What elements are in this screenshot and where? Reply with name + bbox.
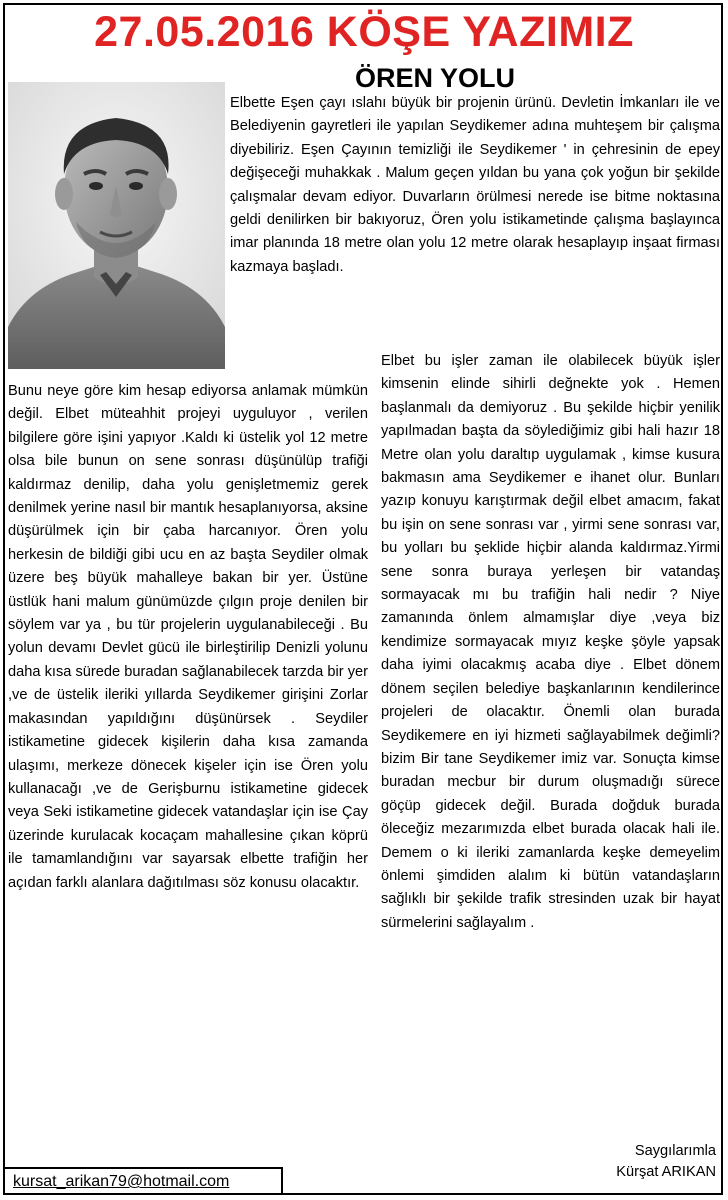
- article-right-column: Elbet bu işler zaman ile olabilecek büyük işler kimsenin elinde sihirli değnekte yok . Hemen başlanmalı da demiyoruz . Bu şekilde hiçbir yenilik yapılmadan başta da söylediğimiz gibi hali hazır 18 Metre olan yolu daraltıp uygulamak , kimse kusura bakmasın ama Seydikemer e ihanet olur. Bunları yazıp konuyu karıştırmak değil elbet amacım, fakat bu işin on sene sonrası var , yirmi sene sonrası var, bu yolları bu şeklide hiçbir alanda kaldırmaz.Yirmi sene sonra buraya yerleşen bir vatandaş sormayacak mı bu trafiğin hali nedir ? Niye zamanında önlem almamışlar diye ,veya biz kendimize sormayacak mıyız keşke şöyle yapsak daha iyimi olacakmış acaba diye . Elbet dönem dönem seçilen belediye başkanlarının kendilerince projeleri de olacaktır. Önemli olan burada Seydikemere en iyi hizmeti sağlayabilmek değimli? bizim Bir tane Seydikemer imiz var. Sonuçta kimse buradan mecbur bir durum oluşmadığı sürece göçüp gidecek değil. Burada doğduk burada öleceğiz mezarımızda elbet burada olacak hali ile. Demem o ki ileriki zamanlarda keşke demeyelim önlemi şimdiden alalım ki bütün vatandaşların sağlıklı bir şekilde trafik stresinden uzak bir hayat sürmelerini sağlayalım .: [381, 353, 720, 931]
- author-photo: [8, 82, 225, 369]
- page-header-title: 27.05.2016 KÖŞE YAZIMIZ: [94, 8, 634, 56]
- signature-block: [616, 1141, 716, 1183]
- article-intro-paragraph: Elbette Eşen çayı ıslahı büyük bir projenin ürünü. Devletin İmkanları ile ve Belediyenin gayretleri ile yapılan Seydikemer adına muhteşem bir çalışma diyebiliriz. Eşen Çayının temizliği ile Seydikemer ' in çehresinin de epey değişeceği muhakkak . Malum geçen yıldan bu yana çok yoğun bir şekilde çalışmalar devam ediyor. Duvarların örülmesi nerede ise bitme noktasına geldi denilirken bir bakıyoruz, Ören yolu istikametinde çalışma başlayınca imar planında 18 metre olan yolu 12 metre olarak hesaplayıp inşaat firması kazmaya başladı.: [230, 95, 720, 275]
- article-title: ÖREN YOLU: [355, 63, 516, 93]
- author-portrait-icon: [8, 82, 225, 369]
- author-email-link[interactable]: kursat_arikan79@hotmail.com: [13, 1173, 230, 1190]
- article-left-column: Bunu neye göre kim hesap ediyorsa anlamak mümkün değil. Elbet müteahhit projeyi uyguluyor , verilen bilgilere göre işini yapıyor .Kaldı ki üstelik yol 12 metre olsa bile bunun on sene sonrası düşünülüp trafiği kaldırmaz denilip, daha yolu genişletmemiz gerek denilmek yerine nasıl bir mantık hesaplanıyorsa, aksine düşürülmek için bir çaba harcanıyor. Ören yolu herkesin de bildiği gibi ucu en az başta Seydiler olmak üzere beş büyük mahalleye bakan bir yer. Üstüne üstlük hani malum günümüzde çılgın proje denilen bir söylem var ya , bu tür projelerin uygulanabileceği . Bu yolun devamı Devlet gücü ile birleştirilip Denizli yolunu daha kısa sürede buradan sağlanabilecek tarzda bir yer ,ve de üstelik ileriki yıllarda Seydikemer girişini Zorlar makasından yapıldığını düşünürsek . Seydiler istikametine gidecek kişilerin daha kısa zamanda ulaşımı, merkeze dönecek kişeler için ise Ören yolu kullanacağı ,ve de Gerişburnu istikametine gidecek veya Seki istikametine gidecek vatandaşlar için ise Çay üzerinde kurulacak kocaçam mahallesine çıkan köprü ile tamamlandığını var sayarsak elbette trafiğin her açıdan farklı alanlara dağıtılması söz konusu olacaktır.: [8, 383, 368, 891]
- email-box: [3, 1167, 283, 1195]
- closing-text: Saygılarımla: [634, 1143, 716, 1159]
- author-name: Kürşat ARIKAN: [616, 1164, 716, 1180]
